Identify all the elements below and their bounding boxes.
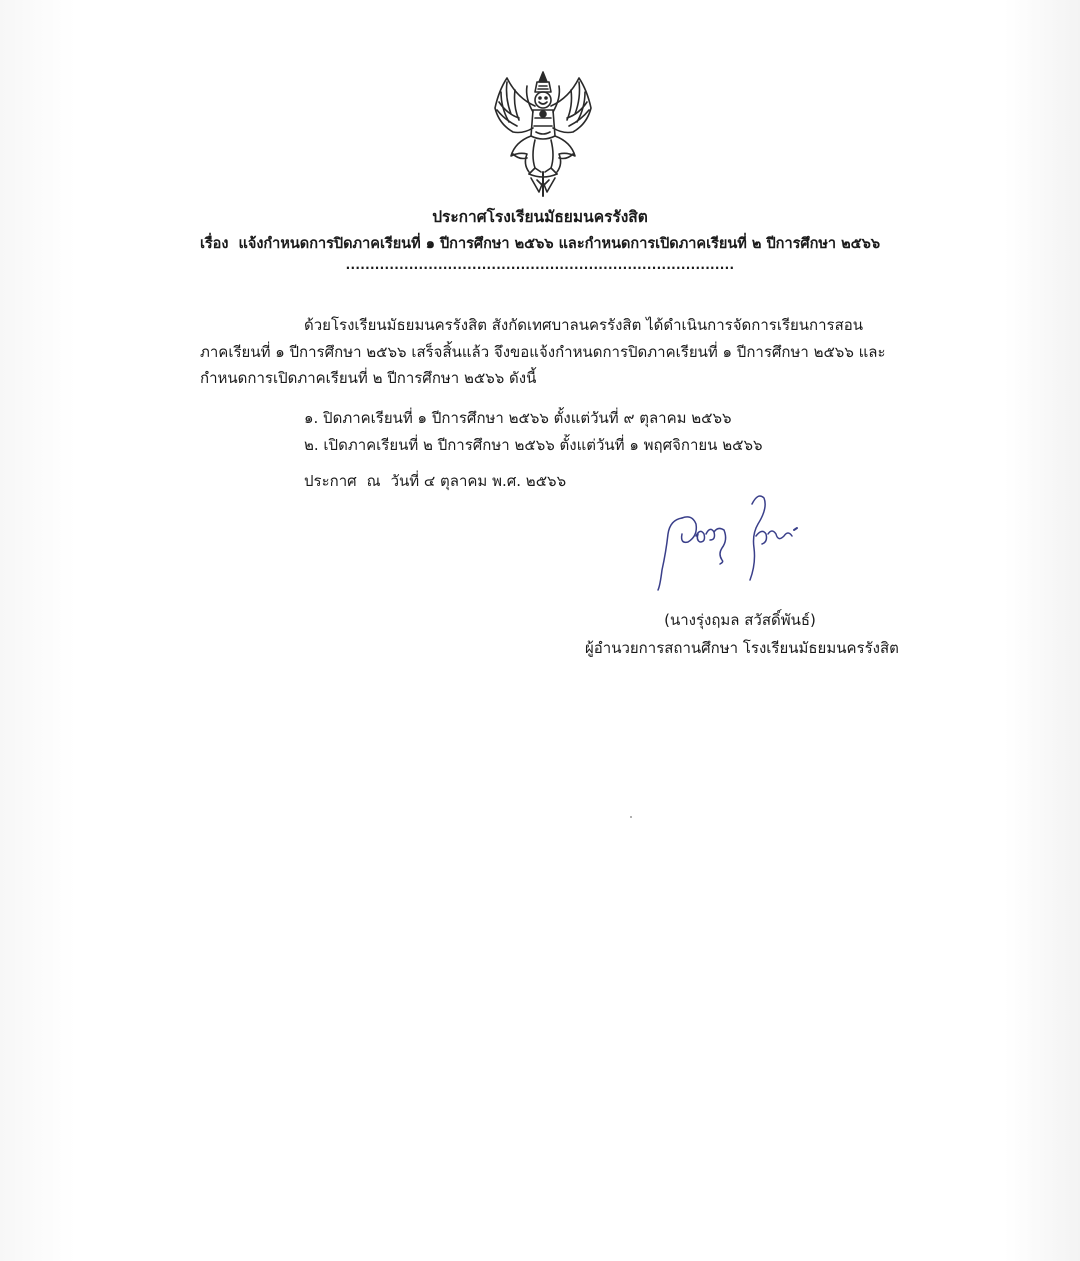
body-paragraph-line-2: ภาคเรียนที่ ๑ ปีการศึกษา ๒๕๖๖ เสร็จสิ้นแล้ว จึงขอแจ้งกำหนดการปิดภาคเรียนที่ ๑ ปีการศึกษา ๒๕๖๖ และ [200, 343, 886, 361]
signer-position: ผู้อำนวยการสถานศึกษา โรงเรียนมัธยมนครรังสิต [585, 639, 899, 657]
announced-label: ประกาศ [304, 472, 357, 490]
subject-text: แจ้งกำหนดการปิดภาคเรียนที่ ๑ ปีการศึกษา ๒๕๖๖ และกำหนดการเปิดภาคเรียนที่ ๒ ปีการศึกษา ๒๕๖๖ [238, 236, 881, 252]
garuda-emblem-icon [489, 68, 597, 198]
subject-label: เรื่อง [199, 236, 229, 252]
handwritten-signature [652, 490, 812, 594]
announcement-title: ประกาศโรงเรียนมัธยมนครรังสิต [432, 208, 648, 226]
announcement-subject [0, 232, 1080, 255]
announced-at-word: ณ [366, 472, 381, 490]
body-paragraph-line-1: ด้วยโรงเรียนมัธยมนครรังสิต สังกัดเทศบาลนครรังสิต ได้ดำเนินการจัดการเรียนการสอน [304, 316, 864, 334]
list-item-close-semester: ๑. ปิดภาคเรียนที่ ๑ ปีการศึกษา ๒๕๖๖ ตั้งแต่วันที่ ๙ ตุลาคม ๒๕๖๖ [304, 409, 732, 427]
announced-date: วันที่ ๔ ตุลาคม พ.ศ. ๒๕๖๖ [390, 472, 567, 490]
dotted-separator: ................................................................................ [345, 258, 735, 272]
list-item-open-semester: ๒. เปิดภาคเรียนที่ ๒ ปีการศึกษา ๒๕๖๖ ตั้งแต่วันที่ ๑ พฤศจิกายน ๒๕๖๖ [304, 436, 763, 454]
scan-speck [630, 816, 632, 818]
body-paragraph-line-3: กำหนดการเปิดภาคเรียนที่ ๒ ปีการศึกษา ๒๕๖๖ ดังนี้ [200, 369, 537, 387]
announcement-date-line [304, 470, 566, 492]
signer-name: (นางรุ่งฤมล สวัสดิ์พันธ์) [664, 611, 816, 629]
